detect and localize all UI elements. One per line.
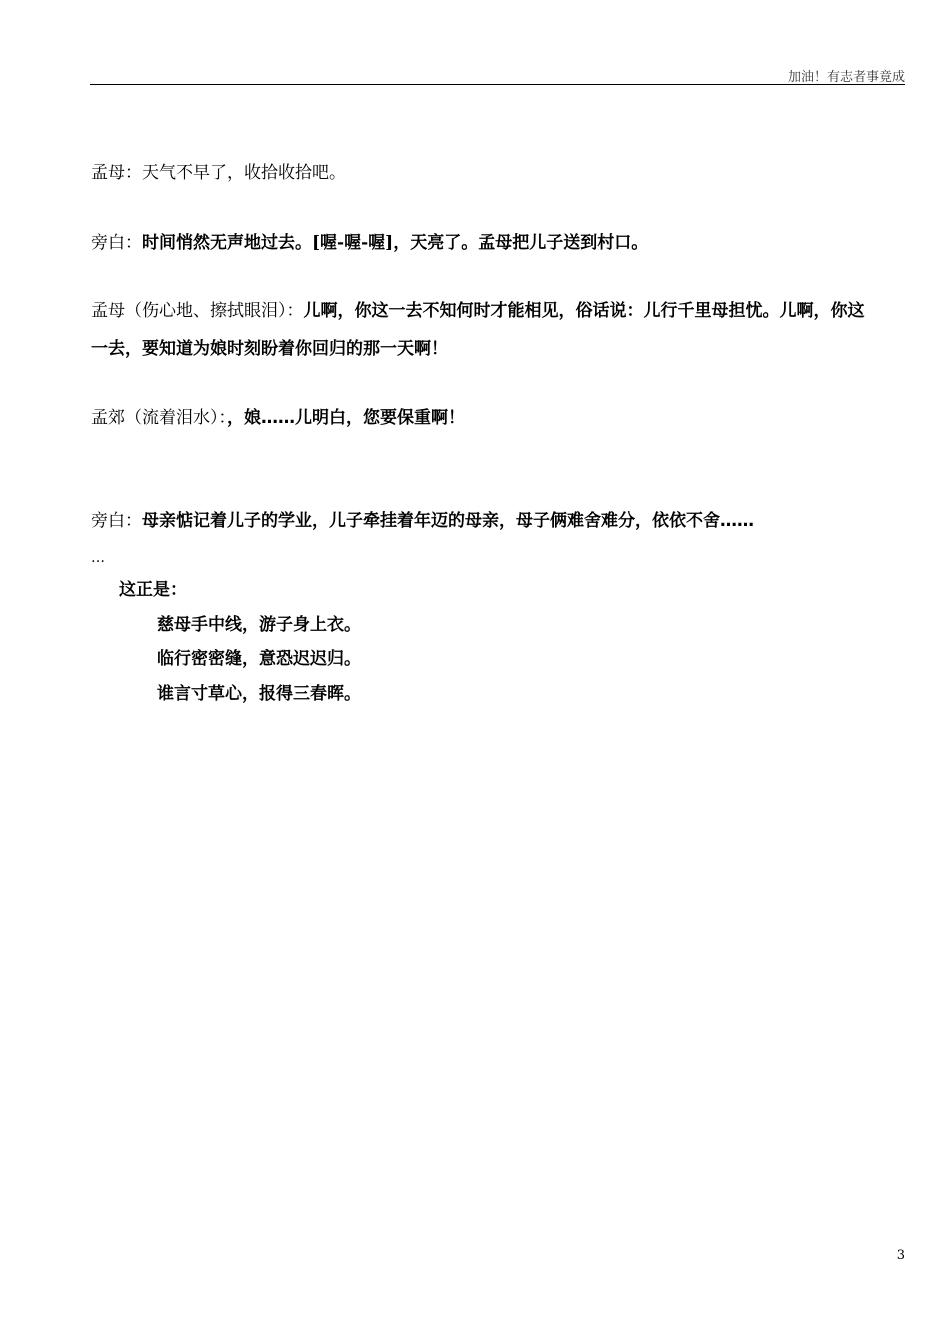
speaker-label: 孟母 bbox=[91, 301, 125, 321]
ellipsis-continuation: … bbox=[91, 550, 105, 566]
speaker-label: 孟郊（流着泪水）： bbox=[91, 408, 227, 428]
dialogue-line-4 bbox=[91, 406, 465, 430]
stage-direction: （伤心地、擦拭眼泪）： bbox=[125, 301, 304, 321]
dialogue-line-1 bbox=[91, 161, 346, 185]
running-header: 加油！有志者事竟成 bbox=[787, 70, 905, 85]
speaker-label: 旁白： bbox=[91, 511, 142, 531]
dialogue-line-3 bbox=[91, 299, 865, 323]
dialogue-text: 天气不早了，收拾收拾吧。 bbox=[142, 163, 346, 183]
dialogue-line-5 bbox=[91, 509, 754, 533]
speaker-label: 孟母： bbox=[91, 163, 142, 183]
page-number: 3 bbox=[896, 1248, 905, 1263]
dialogue-line-3-continued: 一去，要知道为娘时刻盼着你回归的那一天啊！ bbox=[91, 339, 448, 359]
poem-verse-1: 慈母手中线，游子身上衣。 bbox=[157, 615, 361, 635]
poem-verse-3: 谁言寸草心，报得三春晖。 bbox=[157, 684, 361, 704]
poem-verse-2: 临行密密缝，意恐迟迟归。 bbox=[157, 649, 361, 669]
dialogue-text: 儿啊，你这一去不知何时才能相见，俗话说：儿行千里母担忧。儿啊，你这 bbox=[303, 301, 865, 321]
dialogue-text: ，娘……儿明白，您要保重啊！ bbox=[227, 408, 465, 428]
narration-text: 母亲惦记着儿子的学业，儿子牵挂着年迈的母亲，母子俩难舍难分，依依不舍…… bbox=[142, 511, 754, 531]
header-divider bbox=[90, 84, 905, 85]
narration-text: 时间悄然无声地过去。[喔-喔-喔]，天亮了。孟母把儿子送到村口。 bbox=[142, 233, 649, 253]
dialogue-line-2 bbox=[91, 231, 648, 255]
poem-intro: 这正是： bbox=[119, 580, 187, 600]
speaker-label: 旁白： bbox=[91, 233, 142, 253]
